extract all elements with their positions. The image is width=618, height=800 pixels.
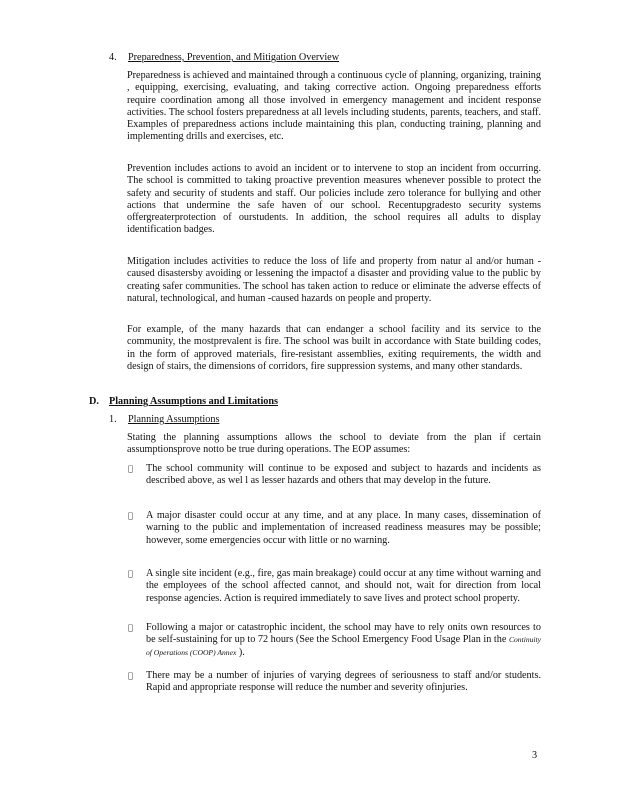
section-d-heading: Planning Assumptions and Limitations [109, 396, 278, 407]
prevention-paragraph: Prevention includes actions to avoid an incident or to intervene to stop an incident from occurring. The school is committed to taking proactive prevention measures whenever possible to protect the safety and security of students and staff. Our policies include zero tolerance for bullying and other actions that undermine the safe haven of our school. Recentupgradesto security systems offergreaterprotection of ourstudents. In addition, the school requires all adults to display identification badges. [127, 163, 541, 236]
mitigation-paragraph: Mitigation includes activities to reduce the loss of life and property from natur al and/or human - caused disastersby avoiding or lessening the impactof a disaster and providing value to the public by creating safer communities. The school has taken action to reduce or eliminate the adverse effects of natural, technological, and human -caused hazards on people and property. [127, 256, 541, 304]
section-d-letter: D. [89, 396, 99, 407]
assumption-item: The school community will continue to be exposed and subject to hazards and incidents as described above, as wel l as lesser hazards and others that may develop in the future. [146, 463, 541, 487]
bullet-4-closing: ). [236, 646, 245, 658]
bullet-icon [128, 510, 133, 522]
bullet-4-text: Following a major or catastrophic incident, the school may have to rely onits own resources to be self-sustaining for up to 72 hours (See the School Emergency Food Usage Plan in the [146, 622, 541, 646]
assumption-item-72-hours [146, 622, 541, 659]
assumption-item: There may be a number of injuries of varying degrees of seriousness to staff and/or students. Rapid and appropriate response will reduce the number and severity ofinjuries. [146, 670, 541, 694]
preparedness-paragraph: Preparedness is achieved and maintained through a continuous cycle of planning, organizing, training , equipping, exercising, evaluating, and taking corrective action. Ongoing preparedness efforts require coordination among all those involved in emergency management and incident response activities. The school fosters preparedness at all levels including students, parents, teachers, and staff. Examples of preparedness actions include maintaining this plan, conducting training, planning and implementing drills and exercises, etc. [127, 70, 541, 143]
bullet-icon [128, 568, 133, 580]
subsection-1-heading: Planning Assumptions [128, 414, 220, 425]
coop-annex-reference: Continuity of Operations (COOP) Annex [146, 635, 541, 657]
section-4-heading: Preparedness, Prevention, and Mitigation Overview [128, 52, 340, 63]
section-4-number: 4. [109, 52, 117, 63]
assumptions-intro: Stating the planning assumptions allows the school to deviate from the plan if certain assumptionsprove notto be true during operations. The EOP assumes: [127, 432, 541, 456]
bullet-icon [128, 622, 133, 634]
assumption-item: A single site incident (e.g., fire, gas main breakage) could occur at any time without warning and the employees of the school affected cannot, and should not, wait for direction from local response agencies. Action is required immediately to save lives and protect school property. [146, 568, 541, 604]
page-number: 3 [532, 750, 538, 761]
subsection-1-number: 1. [109, 414, 117, 425]
bullet-icon [128, 670, 133, 682]
bullet-icon [128, 463, 133, 475]
fire-example-paragraph: For example, of the many hazards that can endanger a school facility and its service to the community, the mostprevalent is fire. The school was built in accordance with State building codes, in the form of approved materials, fire-resistant assemblies, exiting requirements, the width and design of stairs, the dimensions of corridors, fire suppression systems, and many other standards. [127, 324, 541, 372]
assumption-item: A major disaster could occur at any time, and at any place. In many cases, dissemination of warning to the public and implementation of increased readiness measures may be possible; however, some emergencies occur with little or no warning. [146, 510, 541, 546]
